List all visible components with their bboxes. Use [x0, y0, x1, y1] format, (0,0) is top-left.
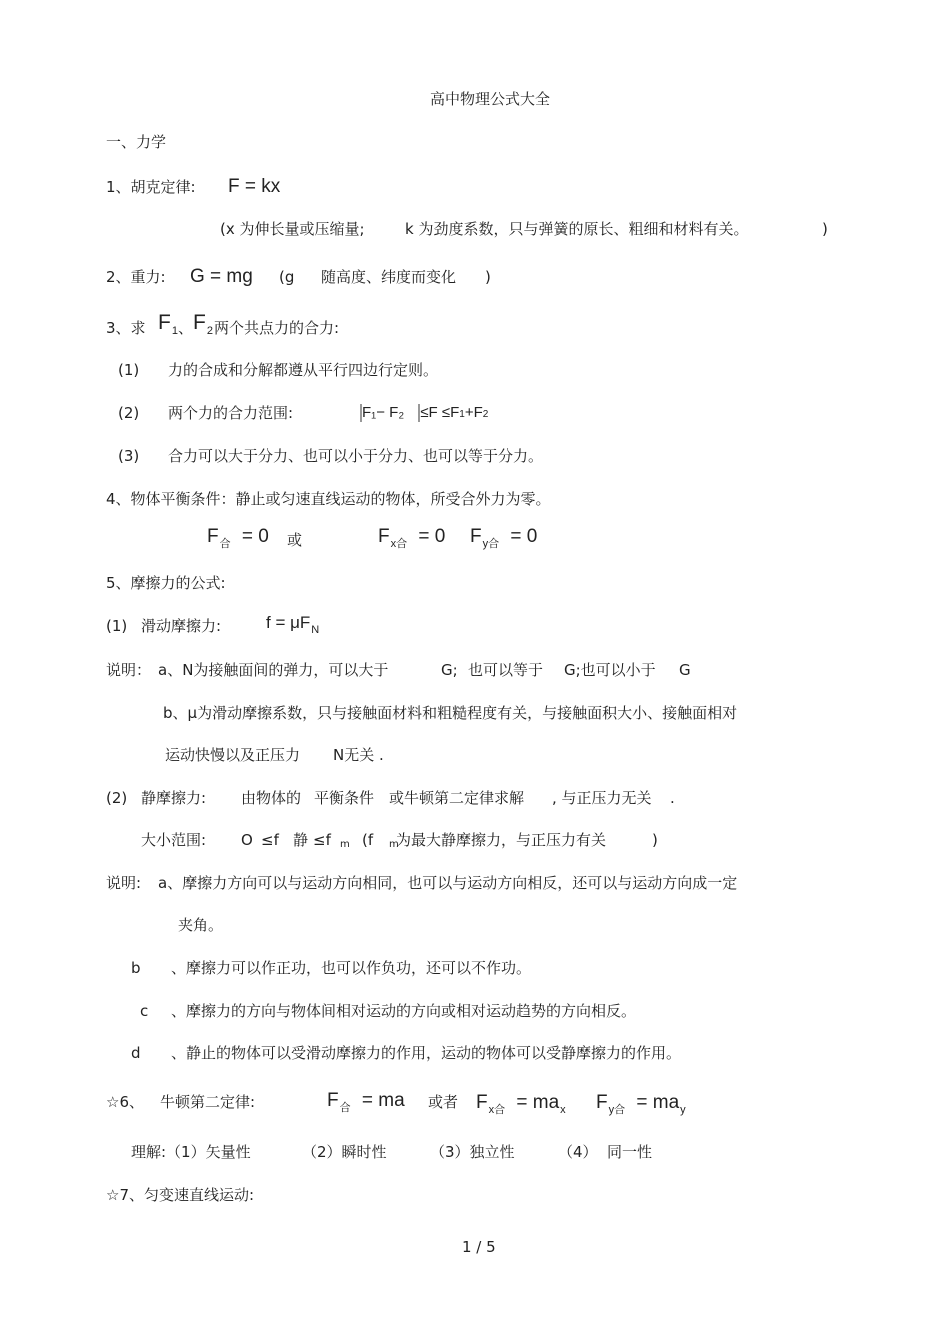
range-note: 为最大静摩擦力，与正压力有关: [396, 831, 607, 849]
friction-note-b1: b、μ为滑动摩擦系数，只与接触面材料和粗糙程度有关，与接触面积大小、接触面相对: [163, 704, 738, 722]
friction-label: 5、摩擦力的公式:: [106, 574, 226, 592]
range-close: ): [652, 831, 658, 849]
friction-note-a-mid: 也可以等于: [468, 661, 544, 679]
gravity-label: 2、重力:: [106, 268, 166, 286]
newton-formula: $F_合$ = ma: [327, 1090, 405, 1114]
resultant-item-text: 两个力的合力范围:: [168, 404, 294, 422]
resultant-range-formula: F₁− F₂ ≤F ≤F1+F2: [362, 403, 489, 421]
range-o: O: [241, 831, 253, 849]
equilibrium-formula-x: $F_{x合} = 0$: [378, 526, 446, 550]
friction-note-b2a: 运动快慢以及正压力: [165, 746, 301, 764]
hooke-label: 1、胡克定律:: [106, 178, 196, 196]
newton-label: ☆6、: [106, 1093, 144, 1111]
desc-c-letter: c: [140, 1002, 149, 1020]
resultant-label-prefix: 3、求: [106, 319, 146, 337]
desc-a2: 夹角。: [178, 916, 224, 934]
static-label: 静摩擦力:: [141, 789, 207, 807]
newton-formula-x: $F_{x合} = ma_x$: [476, 1092, 566, 1116]
newton-name: 牛顿第二定律:: [160, 1093, 256, 1111]
friction-note-a-g1: G;: [441, 661, 458, 679]
equilibrium-label: 4、物体平衡条件：静止或匀速直线运动的物体，所受合外力为零。: [106, 490, 551, 508]
newton-u4b: 同一性: [607, 1143, 653, 1161]
resultant-f1: $F_1$: [158, 311, 178, 337]
hooke-formula: F = kx: [228, 176, 281, 197]
uniform-label: ☆7、匀变速直线运动:: [106, 1186, 255, 1204]
gravity-formula: G = mg: [190, 266, 253, 287]
resultant-item-num: (3): [118, 447, 140, 465]
resultant-item-num: (2): [118, 404, 140, 422]
newton-u2: （2）瞬时性: [302, 1143, 387, 1161]
desc-d-letter: d: [131, 1044, 141, 1062]
newton-understand: 理解:（1）矢量性: [131, 1143, 251, 1161]
range-m: m: [340, 839, 350, 850]
page-number: 1 / 5: [462, 1238, 496, 1256]
hooke-note-close: ): [822, 220, 828, 238]
sliding-label: 滑动摩擦力:: [141, 617, 222, 635]
hooke-note-k: k 为劲度系数，只与弹簧的原长、粗细和材料有关。: [405, 220, 749, 238]
gravity-note-close: ): [485, 268, 491, 286]
static-num: (2): [106, 789, 128, 807]
newton-u3: （3）独立性: [430, 1143, 515, 1161]
static-text-a: 由物体的: [241, 789, 302, 807]
resultant-sep: 、: [178, 319, 194, 337]
static-text-c: 或牛顿第二定律求解: [389, 789, 525, 807]
static-text-d: , 与正压力无关: [552, 789, 652, 807]
range-jing: 静: [293, 831, 309, 849]
range-label: 大小范围:: [141, 831, 207, 849]
resultant-item-num: (1): [118, 361, 140, 379]
range-le2: ≤f: [313, 831, 331, 849]
range-paren: (f: [362, 831, 374, 849]
friction-note-a: a、N为接触面间的弹力，可以大于: [158, 661, 389, 679]
newton-u4: （4）: [558, 1143, 598, 1161]
friction-note-label: 说明：: [106, 661, 152, 679]
equilibrium-formula-net: $F_合 = 0$: [207, 526, 269, 550]
static-text-e: .: [670, 789, 675, 807]
desc-b-letter: b: [131, 959, 141, 977]
resultant-label-suffix: 两个共点力的合力:: [214, 319, 340, 337]
document-title: 高中物理公式大全: [430, 90, 551, 108]
newton-formula-y: $F_{y合} = ma_y$: [596, 1092, 686, 1116]
resultant-f2: $F_2$: [193, 311, 213, 337]
range-m2: m: [389, 839, 399, 850]
desc-a1: a、摩擦力方向可以与运动方向相同，也可以与运动方向相反，还可以与运动方向成一定: [158, 874, 738, 892]
static-text-b: 平衡条件: [314, 789, 375, 807]
desc-label: 说明:: [106, 874, 142, 892]
desc-d: 、静止的物体可以受滑动摩擦力的作用，运动的物体可以受静摩擦力的作用。: [171, 1044, 682, 1062]
section-heading-mechanics: 一、力学: [106, 133, 167, 151]
desc-b: 、摩擦力可以作正功，也可以作负功，还可以不作功。: [171, 959, 532, 977]
resultant-item-text: 合力可以大于分力、也可以小于分力、也可以等于分力。: [168, 447, 544, 465]
desc-c: 、摩擦力的方向与物体间相对运动的方向或相对运动趋势的方向相反。: [171, 1002, 637, 1020]
sliding-num: (1): [106, 617, 128, 635]
hooke-note-x: (x 为伸长量或压缩量;: [220, 220, 365, 238]
friction-note-a-g3: G: [679, 661, 691, 679]
sliding-formula: $f = \mu F_N$: [266, 613, 320, 636]
gravity-note-g: (g: [279, 268, 295, 286]
resultant-item-text: 力的合成和分解都遵从平行四边行定则。: [168, 361, 439, 379]
friction-note-a-g2: G;也可以小于: [564, 661, 656, 679]
gravity-note-text: 随高度、纬度而变化: [321, 268, 457, 286]
equilibrium-formula-y: $F_{y合} = 0$: [470, 526, 538, 550]
newton-or: 或者: [428, 1093, 459, 1111]
equilibrium-or: 或: [287, 531, 303, 549]
friction-note-b2b: N无关 .: [333, 746, 384, 764]
range-le1: ≤f: [261, 831, 279, 849]
